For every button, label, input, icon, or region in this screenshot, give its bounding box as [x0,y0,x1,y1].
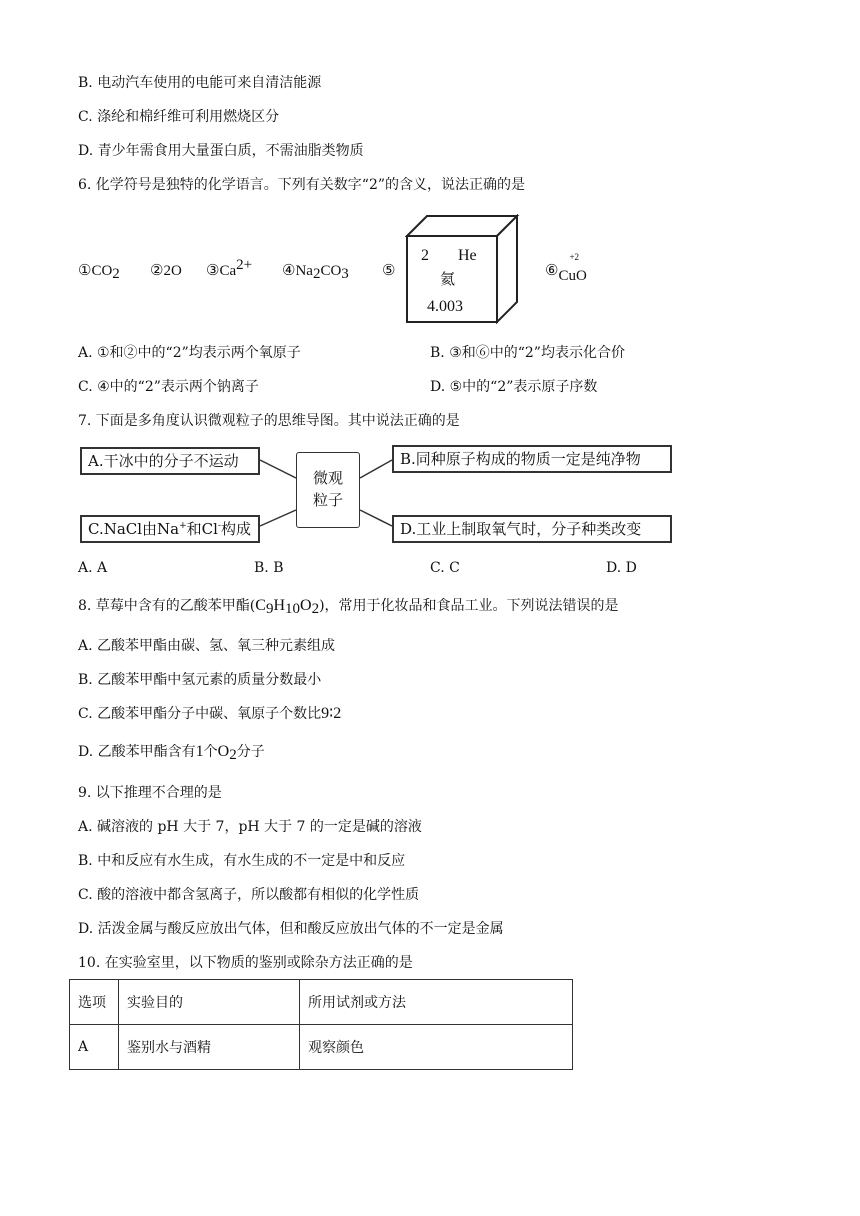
header-cell-purpose: 实验目的 [119,980,300,1025]
mind-map-box-d: D.工业上制取氧气时，分子种类改变 [392,515,672,543]
q6-stem: 6. 化学符号是独特的化学语言。下列有关数字“2”的含义，说法正确的是 [78,177,526,193]
table-row [70,1025,573,1070]
q9-option-a: A. 碱溶液的 pH 大于 7，pH 大于 7 的一定是碱的溶液 [78,819,422,835]
q10-stem: 10. 在实验室里，以下物质的鉴别或除杂方法正确的是 [78,955,413,971]
q6-option-c: C. ④中的“2”表示两个钠离子 [78,379,259,395]
q7-option-a: A. A [78,560,108,576]
q8-stem: 8. 草莓中含有的乙酸苯甲酯$(C_9H_{10}O_2)$，常用于化妆品和食品工业。下列说法错误的是 [78,597,619,617]
q8-option-a: A. 乙酸苯甲酯由碳、氢、氧三种元素组成 [78,638,336,654]
q6-option-d: D. ⑤中的“2”表示原子序数 [430,379,598,395]
header-cell-option: 选项 [70,980,119,1025]
cube-atomic-mass: 4.003 [427,298,463,315]
q7-option-b: B. B [254,560,284,576]
q8-option-c: C. 乙酸苯甲酯分子中碳、氧原子个数比9∶2 [78,705,342,722]
q10-table [69,979,573,1070]
q6-symbol-1: $①CO_2$ [78,261,120,282]
q6-symbol-2: ②2O [150,261,182,279]
row-a-option: A [70,1025,119,1070]
q6-symbol-4: $④Na_2CO_3$ [282,261,349,282]
q6-option-b: B. ③和⑥中的“2”均表示化合价 [430,345,625,361]
q5-option-d: D. 青少年需食用大量蛋白质，不需油脂类物质 [78,143,364,159]
q9-stem: 9. 以下推理不合理的是 [78,785,222,801]
q5-option-c: C. 涤纶和棉纤维可利用燃烧区分 [78,109,280,125]
row-a-purpose: 鉴别水与酒精 [119,1025,300,1070]
q7-option-d: D. D [606,560,637,576]
cube-element-name: 氦 [440,270,456,288]
q7-stem: 7. 下面是多角度认识微观粒子的思维导图。其中说法正确的是 [78,413,460,429]
q9-option-d: D. 活泼金属与酸反应放出气体，但和酸反应放出气体的不一定是金属 [78,921,504,937]
table-header-row [70,980,573,1025]
cube-element-symbol: He [458,247,477,264]
mind-map-center [296,452,360,528]
q9-option-b: B. 中和反应有水生成，有水生成的不一定是中和反应 [78,853,406,869]
mind-map-box-b: B.同种原子构成的物质一定是纯净物 [392,445,672,473]
q7-option-c: C. C [430,560,460,576]
element-cube-figure [405,214,521,326]
header-cell-method: 所用试剂或方法 [300,980,573,1025]
cube-atomic-number: 2 [421,247,429,264]
q9-option-c: C. 酸的溶液中都含氢离子，所以酸都有相似的化学性质 [78,887,420,903]
mind-map-box-a: A.干冰中的分子不运动 [80,447,260,475]
center-line-1: 微观 [312,469,343,487]
q6-symbol-6: ⑥ +2 CuO [545,252,587,284]
row-a-method: 观察颜色 [300,1025,573,1070]
q8-option-d: D. 乙酸苯甲酯含有1个$O_2$分子 [78,743,265,763]
center-line-2: 粒子 [312,491,343,509]
q6-symbol-5-label: ⑤ [382,261,396,279]
mind-map-box-c: C.NaCl由Na+和Cl-构成 [80,515,260,543]
q6-symbol-3: $③Ca^{2+}$ [206,257,253,279]
q6-option-a: A. ①和②中的“2”均表示两个氧原子 [78,345,301,361]
q5-option-b: B. 电动汽车使用的电能可来自清洁能源 [78,75,322,91]
q8-option-b: B. 乙酸苯甲酯中氢元素的质量分数最小 [78,672,322,688]
